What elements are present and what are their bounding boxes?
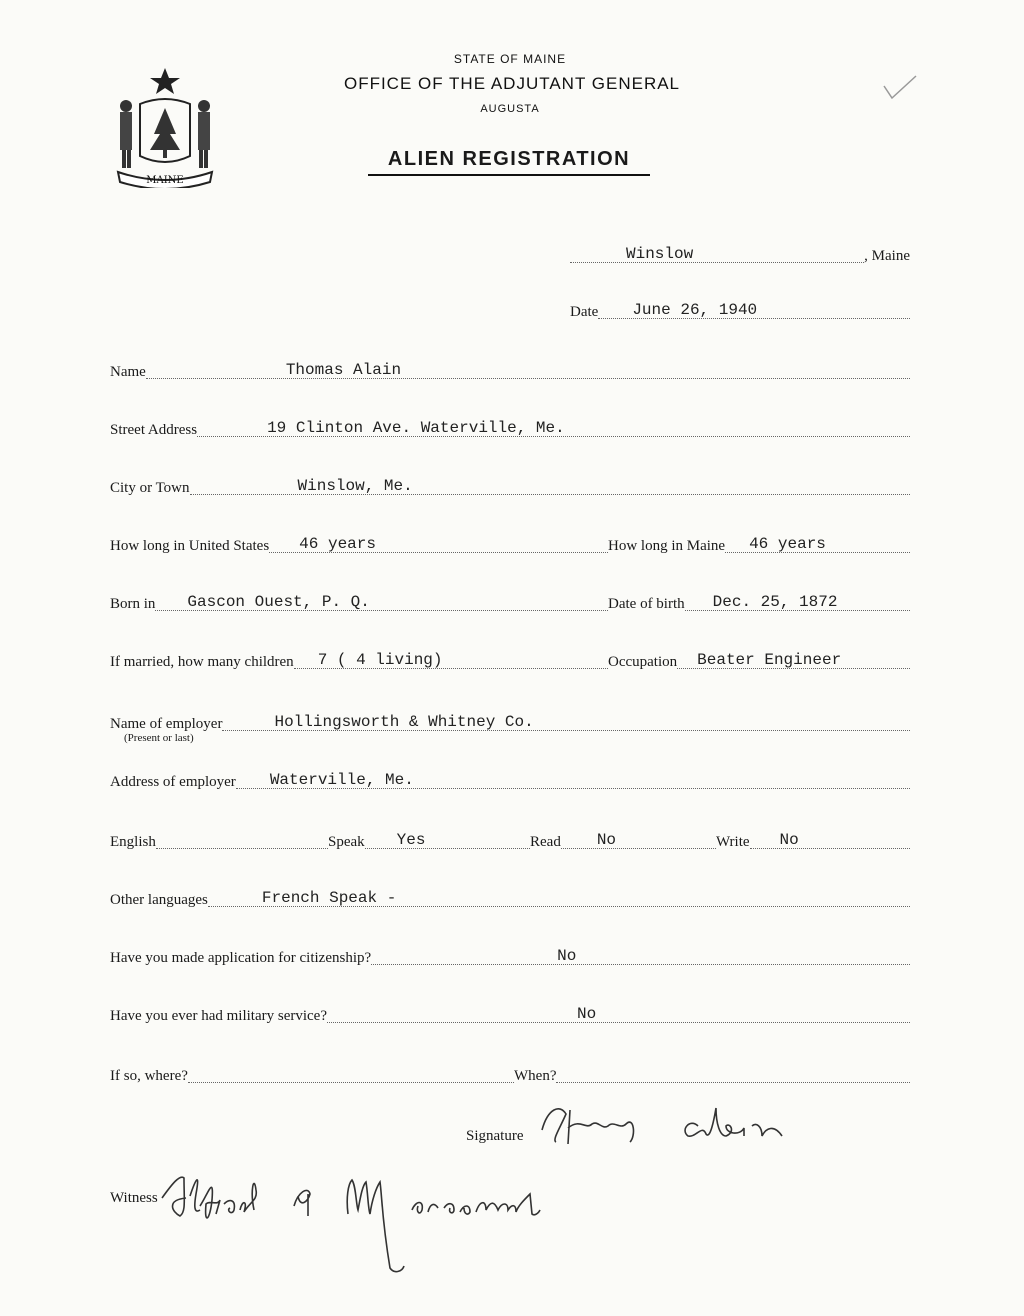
city-label: City or Town bbox=[110, 480, 190, 496]
form-title: ALIEN REGISTRATION bbox=[368, 148, 650, 176]
citizenship-value: No bbox=[557, 947, 577, 965]
maine-years-field[interactable] bbox=[725, 526, 910, 553]
other-languages-value: French Speak - bbox=[261, 889, 397, 907]
where-field[interactable] bbox=[188, 1056, 514, 1083]
english-label: English bbox=[110, 834, 156, 850]
children-row bbox=[110, 642, 608, 672]
military-label: Have you ever had military service? bbox=[110, 1008, 327, 1024]
write-value: No bbox=[779, 831, 799, 849]
other-languages-row bbox=[110, 880, 910, 910]
us-years-label: How long in United States bbox=[110, 538, 270, 554]
children-field[interactable] bbox=[294, 642, 608, 669]
where-row bbox=[110, 1056, 514, 1086]
employer-address-row bbox=[110, 762, 910, 792]
witness-signature-graphic bbox=[158, 1170, 578, 1280]
citizenship-row bbox=[110, 938, 910, 968]
speak-value: Yes bbox=[396, 831, 426, 849]
write-label: Write bbox=[716, 834, 750, 850]
when-row bbox=[514, 1056, 910, 1086]
occupation-field[interactable] bbox=[677, 642, 910, 669]
header-city: AUGUSTA bbox=[480, 103, 540, 115]
us-years-field[interactable] bbox=[269, 526, 608, 553]
occupation-row bbox=[608, 642, 910, 672]
occupation-value: Beater Engineer bbox=[697, 651, 842, 669]
born-in-row bbox=[110, 584, 608, 614]
citizenship-field[interactable] bbox=[371, 938, 910, 965]
read-field[interactable] bbox=[561, 822, 716, 849]
street-value: 19 Clinton Ave. Waterville, Me. bbox=[267, 419, 565, 437]
other-languages-label: Other languages bbox=[110, 892, 208, 908]
born-in-label: Born in bbox=[110, 596, 156, 612]
when-field[interactable] bbox=[556, 1056, 910, 1083]
city-field[interactable] bbox=[190, 468, 910, 495]
street-field[interactable] bbox=[197, 410, 910, 437]
name-label: Name bbox=[110, 364, 146, 380]
write-field[interactable] bbox=[750, 822, 910, 849]
date-value: June 26, 1940 bbox=[632, 301, 758, 319]
children-label: If married, how many children bbox=[110, 654, 294, 670]
dob-field[interactable] bbox=[685, 584, 910, 611]
read-label: Read bbox=[530, 834, 561, 850]
signature-graphic bbox=[530, 1100, 830, 1150]
seal-banner-text: MAINE bbox=[146, 175, 184, 186]
name-row bbox=[110, 352, 910, 382]
witness-row bbox=[110, 1178, 610, 1208]
english-field bbox=[156, 822, 328, 849]
date-field[interactable] bbox=[598, 292, 910, 319]
signature-label: Signature bbox=[466, 1128, 524, 1144]
children-value: 7 ( 4 living) bbox=[317, 651, 443, 669]
born-in-value: Gascon Ouest, P. Q. bbox=[187, 593, 370, 611]
employer-address-value: Waterville, Me. bbox=[269, 771, 414, 789]
city-row bbox=[110, 468, 910, 498]
name-field[interactable] bbox=[146, 352, 910, 379]
born-in-field[interactable] bbox=[155, 584, 608, 611]
employer-value: Hollingsworth & Whitney Co. bbox=[274, 713, 534, 731]
city-value: Winslow, Me. bbox=[297, 477, 413, 495]
witness-field[interactable] bbox=[158, 1178, 610, 1205]
date-label: Date bbox=[570, 304, 599, 320]
header-office: OFFICE OF THE ADJUTANT GENERAL bbox=[343, 74, 681, 93]
date-row bbox=[570, 292, 910, 322]
employer-field[interactable] bbox=[222, 704, 910, 731]
english-row bbox=[110, 822, 328, 852]
employer-address-label: Address of employer bbox=[110, 774, 236, 790]
read-value: No bbox=[596, 831, 617, 849]
maine-years-row bbox=[608, 526, 910, 556]
speak-label: Speak bbox=[328, 834, 365, 850]
us-years-value: 46 years bbox=[299, 535, 376, 553]
town-row bbox=[570, 236, 910, 266]
citizenship-label: Have you made application for citizenship? bbox=[110, 950, 372, 966]
dob-label: Date of birth bbox=[608, 596, 685, 612]
write-row bbox=[716, 822, 910, 852]
other-languages-field[interactable] bbox=[208, 880, 910, 907]
employer-label: Name of employer bbox=[110, 716, 223, 732]
military-field[interactable] bbox=[327, 996, 910, 1023]
employer-row bbox=[110, 704, 910, 734]
employer-address-field[interactable] bbox=[236, 762, 910, 789]
speak-field[interactable] bbox=[365, 822, 530, 849]
maine-years-value: 46 years bbox=[749, 535, 826, 553]
occupation-label: Occupation bbox=[608, 654, 678, 670]
when-label: When? bbox=[514, 1068, 557, 1084]
signature-row bbox=[466, 1116, 910, 1146]
header-state: STATE OF MAINE bbox=[453, 52, 567, 66]
us-years-row bbox=[110, 526, 608, 556]
maine-years-label: How long in Maine bbox=[608, 538, 726, 554]
town-field[interactable] bbox=[570, 236, 864, 263]
employer-sublabel: (Present or last) bbox=[124, 732, 194, 744]
where-label: If so, where? bbox=[110, 1068, 188, 1084]
town-value: Winslow bbox=[626, 245, 694, 263]
dob-value: Dec. 25, 1872 bbox=[712, 593, 838, 611]
military-value: No bbox=[577, 1005, 597, 1023]
street-label: Street Address bbox=[110, 422, 198, 438]
street-row bbox=[110, 410, 910, 440]
dob-row bbox=[608, 584, 910, 614]
military-row bbox=[110, 996, 910, 1026]
name-value: Thomas Alain bbox=[285, 361, 402, 379]
speak-row bbox=[328, 822, 530, 852]
witness-label: Witness bbox=[110, 1190, 158, 1206]
read-row bbox=[530, 822, 716, 852]
town-suffix: , Maine bbox=[864, 248, 910, 264]
signature-field[interactable] bbox=[524, 1116, 911, 1143]
